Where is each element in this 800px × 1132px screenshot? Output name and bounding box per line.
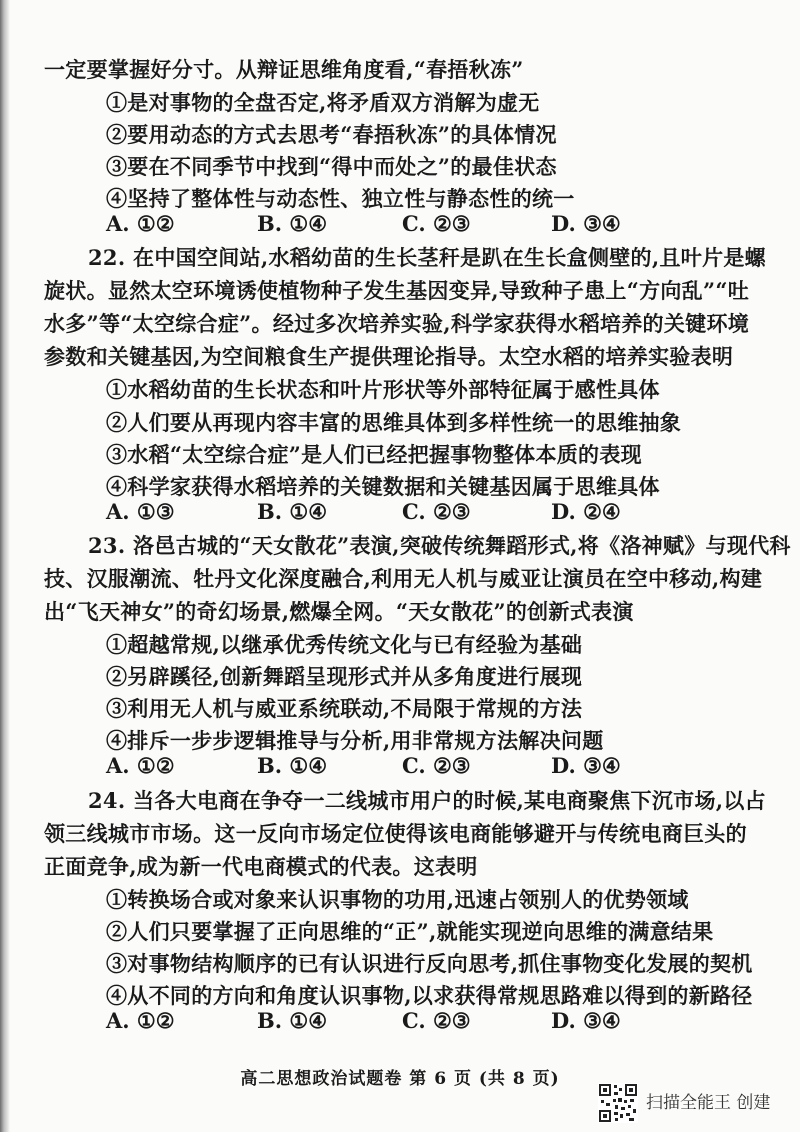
question-24-statement-2: ②人们只要掌握了正向思维的“正”,就能实现逆向思维的满意结果 bbox=[106, 919, 714, 944]
scan-edge-shadow bbox=[0, 0, 10, 1132]
question-22-text-line: 水多”等“太空综合症”。经过多次培养实验,科学家获得水稻培养的关键环境 bbox=[44, 311, 750, 336]
question-23-option-c[interactable]: C. ②③ bbox=[402, 753, 471, 778]
question-23-option-a[interactable]: A. ①② bbox=[106, 753, 175, 778]
question-24-option-d[interactable]: D. ③④ bbox=[551, 1008, 621, 1033]
question-21-text-line: 一定要掌握好分寸。从辩证思维角度看,“春捂秋冻” bbox=[44, 57, 524, 82]
qr-code-icon bbox=[598, 1083, 638, 1123]
question-23-text-line: 出“飞天神女”的奇幻场景,燃爆全网。“天女散花”的创新式表演 bbox=[44, 599, 634, 624]
question-22-text-line: 22. 在中国空间站,水稻幼苗的生长茎秆是趴在生长盒侧壁的,且叶片是螺 bbox=[88, 245, 766, 270]
question-23-option-b[interactable]: B. ①④ bbox=[257, 753, 328, 778]
question-21-option-a[interactable]: A. ①② bbox=[106, 211, 175, 236]
question-22-text-line: 旋状。显然太空环境诱使植物种子发生基因变异,导致种子患上“方向乱”“吐 bbox=[44, 278, 750, 303]
question-24-statement-3: ③对事物结构顺序的已有认识进行反向思考,抓住事物变化发展的契机 bbox=[106, 951, 753, 976]
question-22-statement-1: ①水稻幼苗的生长状态和叶片形状等外部特征属于感性具体 bbox=[106, 377, 660, 402]
question-24-text-line: 24. 当各大电商在争夺一二线城市用户的时候,某电商聚焦下沉市场,以占 bbox=[88, 788, 766, 813]
question-22-option-a[interactable]: A. ①③ bbox=[106, 499, 175, 524]
page-footer: 高二思想政治试题卷 第 6 页 (共 8 页) bbox=[240, 1069, 560, 1089]
question-23-text-line: 技、汉服潮流、牡丹文化深度融合,利用无人机与威亚让演员在空中移动,构建 bbox=[44, 566, 763, 591]
question-21-option-b[interactable]: B. ①④ bbox=[257, 211, 328, 236]
question-23-statement-1: ①超越常规,以继承优秀传统文化与已有经验为基础 bbox=[106, 632, 583, 657]
question-24-statement-1: ①转换场合或对象来认识事物的功用,迅速占领别人的优势领域 bbox=[106, 887, 689, 912]
question-21-statement-4: ④坚持了整体性与动态性、独立性与静态性的统一 bbox=[106, 186, 575, 211]
question-22-option-c[interactable]: C. ②③ bbox=[402, 499, 471, 524]
question-24-text-line: 领三线城市市场。这一反向市场定位使得该电商能够避开与传统电商巨头的 bbox=[44, 821, 747, 846]
question-22-statement-4: ④科学家获得水稻培养的关键数据和关键基因属于思维具体 bbox=[106, 474, 660, 499]
question-21-option-c[interactable]: C. ②③ bbox=[402, 211, 471, 236]
question-24-option-a[interactable]: A. ①② bbox=[106, 1008, 175, 1033]
question-24-option-b[interactable]: B. ①④ bbox=[257, 1008, 328, 1033]
question-22-option-d[interactable]: D. ②④ bbox=[551, 499, 621, 524]
question-23-statement-4: ④排斥一步步逻辑推导与分析,用非常规方法解决问题 bbox=[106, 728, 604, 753]
question-21-statement-3: ③要在不同季节中找到“得中而处之”的最佳状态 bbox=[106, 154, 557, 179]
scanner-watermark bbox=[598, 1083, 788, 1125]
question-21-statement-1: ①是对事物的全盘否定,将矛盾双方消解为虚无 bbox=[106, 90, 540, 115]
question-21-statement-2: ②要用动态的方式去思考“春捂秋冻”的具体情况 bbox=[106, 122, 557, 147]
question-22-text-line: 参数和关键基因,为空间粮食生产提供理论指导。太空水稻的培养实验表明 bbox=[44, 344, 734, 369]
watermark-text: 扫描全能王 创建 bbox=[646, 1093, 771, 1113]
question-23-text-line: 23. 洛邑古城的“天女散花”表演,突破传统舞蹈形式,将《洛神赋》与现代科 bbox=[88, 533, 791, 558]
question-23-statement-2: ②另辟蹊径,创新舞蹈呈现形式并从多角度进行展现 bbox=[106, 664, 583, 689]
question-21-option-d[interactable]: D. ③④ bbox=[551, 211, 621, 236]
question-23-statement-3: ③利用无人机与威亚系统联动,不局限于常规的方法 bbox=[106, 696, 583, 721]
question-24-option-c[interactable]: C. ②③ bbox=[402, 1008, 471, 1033]
question-22-statement-2: ②人们要从再现内容丰富的思维具体到多样性统一的思维抽象 bbox=[106, 410, 682, 435]
question-24-statement-4: ④从不同的方向和角度认识事物,以求获得常规思路难以得到的新路径 bbox=[106, 983, 753, 1008]
question-22-option-b[interactable]: B. ①④ bbox=[257, 499, 328, 524]
question-24-text-line: 正面竞争,成为新一代电商模式的代表。这表明 bbox=[44, 854, 478, 879]
question-23-option-d[interactable]: D. ③④ bbox=[551, 753, 621, 778]
question-22-statement-3: ③水稻“太空综合症”是人们已经把握事物整体本质的表现 bbox=[106, 442, 642, 467]
